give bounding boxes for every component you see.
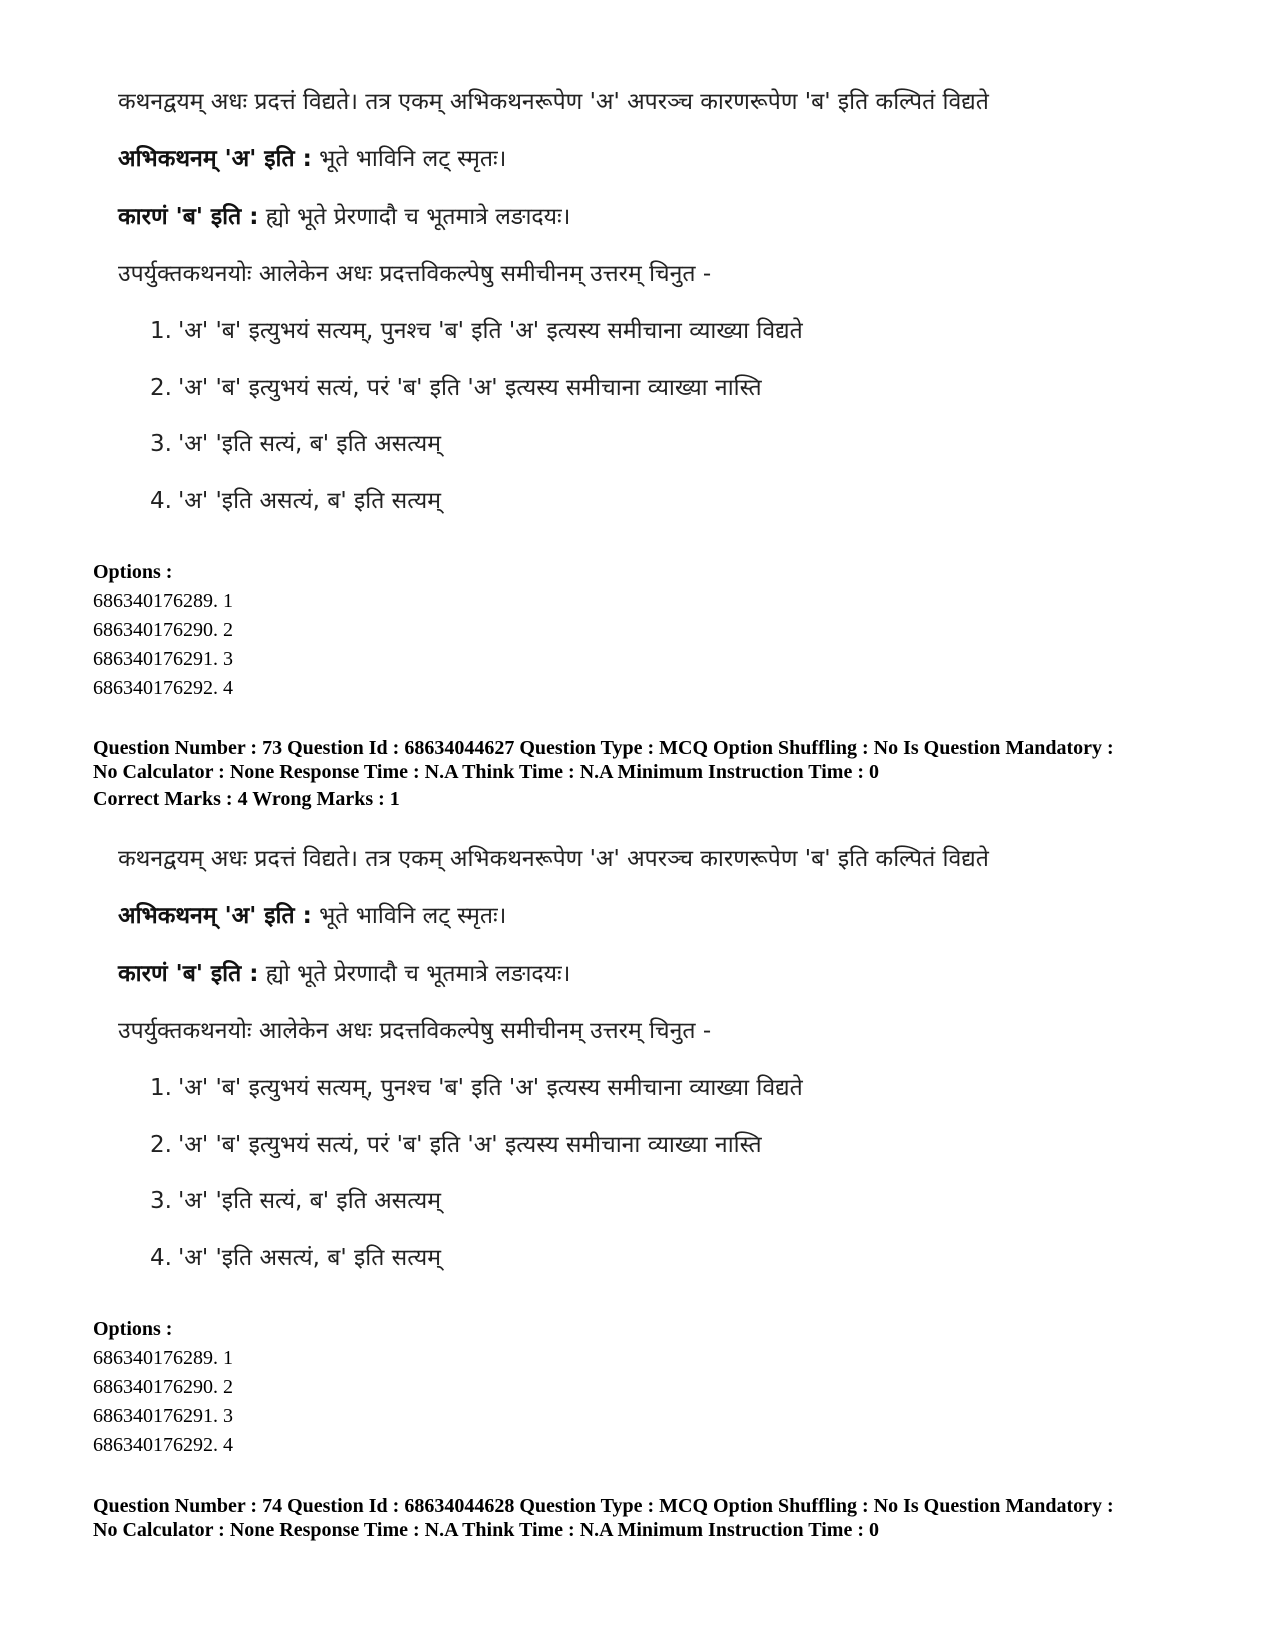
options-list <box>93 587 233 703</box>
assertion-line <box>118 898 506 930</box>
assertion-text: भूते भाविनि लट् स्मृतः। <box>319 146 507 172</box>
choice-number: 1. <box>150 318 172 344</box>
choice-item <box>150 1240 441 1272</box>
option-id-item: 686340176292. 4 <box>93 677 233 699</box>
reason-text: ह्यो भूते प्रेरणादौ च भूतमात्रे लङादयः। <box>265 204 571 230</box>
option-id-item: 686340176291. 3 <box>93 1405 233 1427</box>
question-image-block <box>118 835 1118 1295</box>
choice-number: 4. <box>150 1245 172 1271</box>
choice-text: 'अ' 'इति सत्यं, ब' इति असत्यम् <box>177 1188 441 1214</box>
option-id-item: 686340176289. 1 <box>93 590 233 612</box>
choice-item <box>150 313 803 345</box>
choice-number: 1. <box>150 1075 172 1101</box>
options-label: Options : <box>93 1318 173 1340</box>
choice-number: 3. <box>150 431 172 457</box>
choice-text: 'अ' 'ब' इत्युभयं सत्यम्, पुनश्च 'ब' इति 'अ' इत्यस्य समीचाना व्याख्या विद्यते <box>177 318 803 344</box>
question-intro: कथनद्वयम् अधः प्रदत्तं विद्यते। तत्र एकम् अभिकथनरूपेण 'अ' अपरञ्च कारणरूपेण 'ब' इति कल्पितं विद्यते <box>118 846 989 872</box>
choice-item <box>150 370 762 402</box>
choice-text: 'अ' 'ब' इत्युभयं सत्यं, परं 'ब' इति 'अ' इत्यस्य समीचाना व्याख्या नास्ति <box>177 375 762 401</box>
question-instruction: उपर्युक्तकथनयोः आलेकेन अधः प्रदत्तविकल्पेषु समीचीनम् उत्तरम् चिनुत - <box>118 261 712 287</box>
choice-text: 'अ' 'इति सत्यं, ब' इति असत्यम् <box>177 431 441 457</box>
option-id-item: 686340176290. 2 <box>93 619 233 641</box>
choice-text: 'अ' 'इति असत्यं, ब' इति सत्यम् <box>177 1245 441 1271</box>
reason-line <box>118 199 570 231</box>
question-header-line-2: No Calculator : None Response Time : N.A Think Time : N.A Minimum Instruction Time : 0 <box>93 1519 879 1541</box>
choice-number: 3. <box>150 1188 172 1214</box>
options-label: Options : <box>93 561 173 583</box>
choice-item <box>150 1070 803 1102</box>
assertion-label: अभिकथनम् 'अ' इति : <box>118 903 312 929</box>
reason-label: कारणं 'ब' इति : <box>118 961 259 987</box>
assertion-line <box>118 141 506 173</box>
question-header-line-1: Question Number : 73 Question Id : 68634044627 Question Type : MCQ Option Shuffling : No Is Question Mandatory : <box>93 737 1114 759</box>
choice-item <box>150 1127 762 1159</box>
reason-line <box>118 956 570 988</box>
assertion-label: अभिकथनम् 'अ' इति : <box>118 146 312 172</box>
question-intro: कथनद्वयम् अधः प्रदत्तं विद्यते। तत्र एकम् अभिकथनरूपेण 'अ' अपरञ्च कारणरूपेण 'ब' इति कल्पितं विद्यते <box>118 89 989 115</box>
choice-text: 'अ' 'ब' इत्युभयं सत्यम्, पुनश्च 'ब' इति 'अ' इत्यस्य समीचाना व्याख्या विद्यते <box>177 1075 803 1101</box>
choice-text: 'अ' 'इति असत्यं, ब' इति सत्यम् <box>177 488 441 514</box>
question-marks: Correct Marks : 4 Wrong Marks : 1 <box>93 788 400 810</box>
assertion-text: भूते भाविनि लट् स्मृतः। <box>319 903 507 929</box>
option-id-item: 686340176289. 1 <box>93 1347 233 1369</box>
choice-number: 4. <box>150 488 172 514</box>
reason-label: कारणं 'ब' इति : <box>118 204 259 230</box>
question-header-line-1: Question Number : 74 Question Id : 68634044628 Question Type : MCQ Option Shuffling : No Is Question Mandatory : <box>93 1495 1114 1517</box>
reason-text: ह्यो भूते प्रेरणादौ च भूतमात्रे लङादयः। <box>265 961 571 987</box>
option-id-item: 686340176290. 2 <box>93 1376 233 1398</box>
choice-item <box>150 1183 441 1215</box>
choice-number: 2. <box>150 1132 172 1158</box>
choice-number: 2. <box>150 375 172 401</box>
question-instruction: उपर्युक्तकथनयोः आलेकेन अधः प्रदत्तविकल्पेषु समीचीनम् उत्तरम् चिनुत - <box>118 1018 712 1044</box>
choice-text: 'अ' 'ब' इत्युभयं सत्यं, परं 'ब' इति 'अ' इत्यस्य समीचाना व्याख्या नास्ति <box>177 1132 762 1158</box>
question-image-block <box>118 78 1118 538</box>
option-id-item: 686340176291. 3 <box>93 648 233 670</box>
question-header-line-2: No Calculator : None Response Time : N.A Think Time : N.A Minimum Instruction Time : 0 <box>93 761 879 783</box>
option-id-item: 686340176292. 4 <box>93 1434 233 1456</box>
options-list <box>93 1344 233 1460</box>
choice-item <box>150 483 441 515</box>
choice-item <box>150 426 441 458</box>
